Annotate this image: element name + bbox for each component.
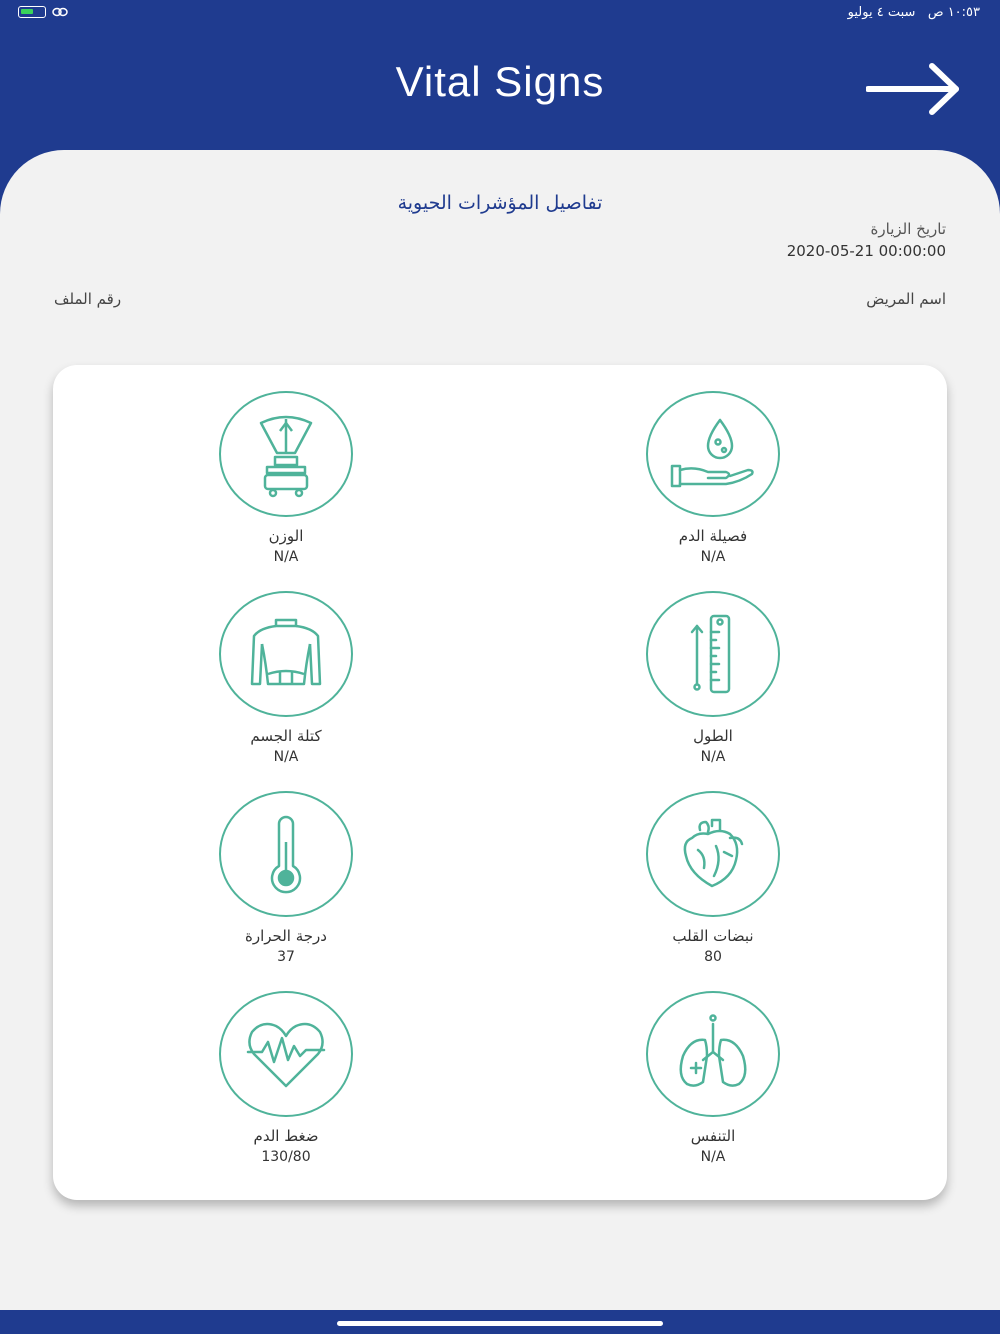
status-bar xyxy=(0,0,1000,30)
vital-respiration[interactable] xyxy=(593,991,833,1165)
content-panel xyxy=(0,150,1000,1310)
arrow-right-icon[interactable] xyxy=(866,62,962,116)
vital-heart-rate[interactable] xyxy=(593,791,833,965)
thermometer-icon xyxy=(261,812,311,896)
vital-label: الطول xyxy=(693,727,733,745)
patient-name-label: اسم المريض xyxy=(866,290,946,308)
visit-date-label: تاريخ الزيارة xyxy=(870,220,946,238)
vital-value: N/A xyxy=(700,749,726,765)
vital-icon-circle xyxy=(646,591,780,717)
vital-icon-circle xyxy=(646,991,780,1117)
vitals-card xyxy=(53,365,947,1200)
vital-label: نبضات القلب xyxy=(672,927,754,945)
vital-label: كتلة الجسم xyxy=(250,727,322,745)
heart-pulse-icon xyxy=(244,1016,328,1092)
status-date: سبت ٤ يوليو xyxy=(847,5,916,20)
body-mass-icon xyxy=(246,614,326,694)
scale-icon xyxy=(251,409,321,499)
vital-label: فصيلة الدم xyxy=(678,527,748,545)
status-indicators xyxy=(18,6,68,18)
vital-icon-circle xyxy=(219,591,353,717)
vital-icon-circle xyxy=(219,391,353,517)
heart-anatomy-icon xyxy=(678,816,748,892)
page-title: Vital Signs xyxy=(395,58,605,105)
vital-value: 37 xyxy=(277,949,295,965)
vital-icon-circle xyxy=(646,791,780,917)
file-number-label: رقم الملف xyxy=(54,290,122,308)
vital-weight[interactable] xyxy=(166,391,406,565)
lungs-icon xyxy=(673,1012,753,1096)
battery-icon xyxy=(18,6,46,18)
vital-label: الوزن xyxy=(268,527,304,545)
vital-value: N/A xyxy=(273,549,299,565)
vital-value: N/A xyxy=(273,749,299,765)
visit-date-value: 2020-05-21 00:00:00 xyxy=(786,242,946,260)
status-datetime xyxy=(848,5,980,20)
home-indicator[interactable] xyxy=(337,1321,663,1326)
vital-blood-type[interactable] xyxy=(593,391,833,565)
status-time: ١٠:٥٣ ص xyxy=(927,5,980,20)
vital-bmi[interactable] xyxy=(166,591,406,765)
vital-temperature[interactable] xyxy=(166,791,406,965)
link-icon xyxy=(52,6,68,18)
section-title: تفاصيل المؤشرات الحيوية xyxy=(397,192,603,214)
vital-blood-pressure[interactable] xyxy=(166,991,406,1165)
vital-icon-circle xyxy=(219,791,353,917)
vital-label: التنفس xyxy=(690,1127,736,1145)
vital-label: درجة الحرارة xyxy=(245,927,327,945)
vital-value: N/A xyxy=(700,1149,726,1165)
vital-icon-circle xyxy=(219,991,353,1117)
vital-label: ضغط الدم xyxy=(253,1127,319,1145)
vital-height[interactable] xyxy=(593,591,833,765)
vital-value: 80 xyxy=(704,949,722,965)
blood-drop-hand-icon xyxy=(668,414,758,494)
vital-value: N/A xyxy=(700,549,726,565)
vital-value: 130/80 xyxy=(261,1149,311,1165)
height-ruler-icon xyxy=(683,612,743,696)
vital-icon-circle xyxy=(646,391,780,517)
